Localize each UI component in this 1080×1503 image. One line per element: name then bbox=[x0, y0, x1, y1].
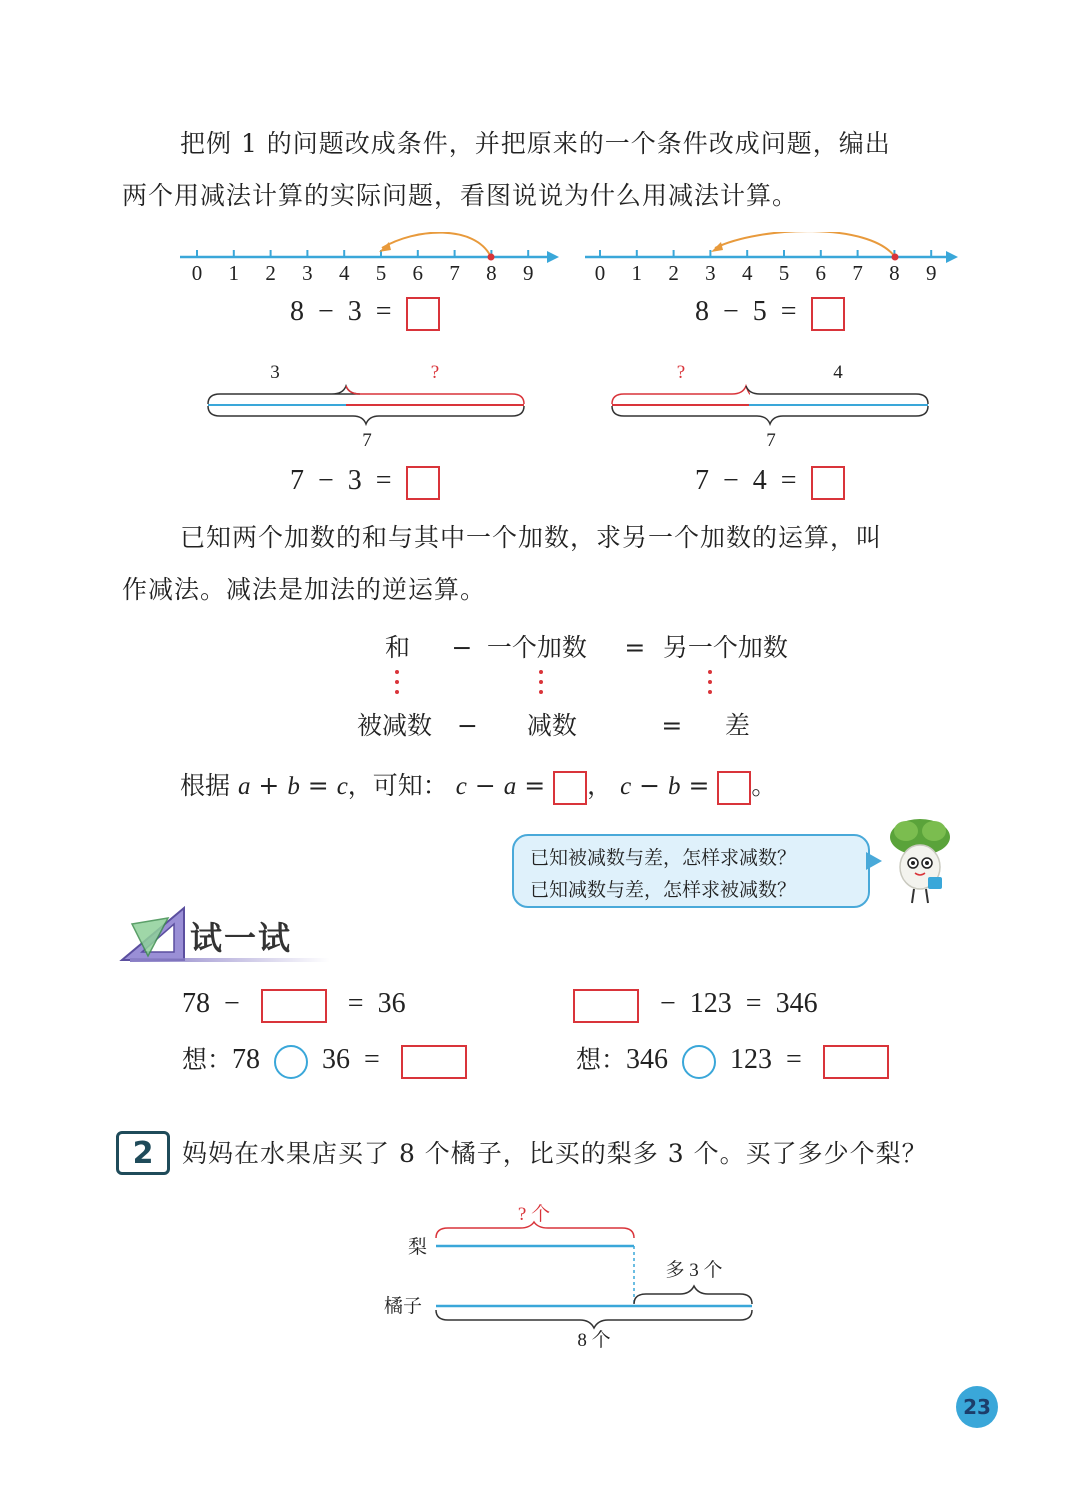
try-section-title: 试一试 bbox=[190, 919, 293, 957]
tick-label: 3 bbox=[302, 261, 313, 285]
unknown-count-label: ? 个 bbox=[517, 1204, 551, 1225]
page-number-badge: 23 bbox=[956, 1386, 998, 1428]
brace-diagram-left bbox=[200, 356, 535, 456]
answer-box[interactable] bbox=[401, 1045, 467, 1079]
tick-label: 3 bbox=[705, 261, 716, 285]
tick-label: 5 bbox=[778, 261, 790, 285]
tick-label: 2 bbox=[668, 261, 679, 285]
triangle-ruler-icon bbox=[118, 904, 190, 964]
bubble-line-1: 已知被减数与差，怎样求减数？ bbox=[530, 847, 797, 869]
part-label: 3 bbox=[270, 362, 280, 383]
pear-label: 梨 bbox=[408, 1237, 428, 1258]
question-number-badge: 2 bbox=[116, 1131, 170, 1175]
try-equation-right: − 123 = 346 bbox=[573, 988, 818, 1023]
section-underline bbox=[130, 958, 330, 962]
part-label: 4 bbox=[833, 362, 843, 383]
tick-label: 0 bbox=[594, 261, 606, 285]
answer-box[interactable] bbox=[406, 466, 440, 500]
definition-line-1: 已知两个加数的和与其中一个加数，求另一个加数的运算，叫 bbox=[180, 523, 883, 552]
deduce-line: 根据 a + b = c，可知： c − a = ， c − b = 。 bbox=[180, 766, 776, 805]
equation-top-left: 8 − 3 = bbox=[290, 296, 440, 331]
formula-dots bbox=[380, 668, 740, 698]
comparison-diagram bbox=[380, 1198, 780, 1358]
equation-top-right: 8 − 5 = bbox=[695, 296, 845, 331]
tick-label: 6 bbox=[815, 261, 827, 285]
try-think-right: 想：346 123 = bbox=[576, 1040, 889, 1079]
answer-box[interactable] bbox=[261, 989, 327, 1023]
intro-line-2: 两个用减法计算的实际问题，看图说说为什么用减法计算。 bbox=[122, 181, 799, 210]
cabbage-mascot-icon bbox=[880, 815, 960, 910]
intro-paragraph bbox=[122, 118, 960, 222]
equation-mid-right: 7 − 4 = bbox=[695, 465, 845, 500]
operator-circle[interactable] bbox=[682, 1045, 716, 1079]
equation-mid-left: 7 − 3 = bbox=[290, 465, 440, 500]
formula-row-2: 被减数 − 减数 = 差 bbox=[357, 711, 750, 740]
number-line-right bbox=[580, 232, 970, 294]
answer-box[interactable] bbox=[823, 1045, 889, 1079]
total-label: 7 bbox=[362, 430, 372, 451]
answer-box[interactable] bbox=[811, 466, 845, 500]
tick-label: 4 bbox=[338, 261, 350, 285]
tick-label: 9 bbox=[925, 261, 937, 285]
operator-circle[interactable] bbox=[274, 1045, 308, 1079]
definition-line-2: 作减法。减法是加法的逆运算。 bbox=[122, 575, 487, 604]
total-label: 7 bbox=[766, 430, 776, 451]
tick-label: 7 bbox=[449, 261, 460, 285]
tick-label: 5 bbox=[375, 261, 387, 285]
tick-label: 8 bbox=[889, 261, 900, 285]
try-equation-left: 78 − = 36 bbox=[182, 988, 406, 1023]
tick-label: 7 bbox=[852, 261, 863, 285]
intro-line-1: 把例 1 的问题改成条件，并把原来的一个条件改成问题，编出 bbox=[180, 129, 891, 158]
question-2-text: 妈妈在水果店买了 8 个橘子，比买的梨多 3 个。买了多少个梨？ bbox=[182, 1139, 928, 1168]
unknown-label: ? bbox=[676, 362, 686, 383]
answer-box[interactable] bbox=[573, 989, 639, 1023]
answer-box[interactable] bbox=[717, 771, 751, 805]
tick-label: 1 bbox=[228, 261, 240, 285]
orange-label: 橘子 bbox=[384, 1296, 423, 1317]
tick-label: 8 bbox=[486, 261, 497, 285]
tick-label: 1 bbox=[631, 261, 643, 285]
tick-label: 9 bbox=[522, 261, 534, 285]
tick-label: 6 bbox=[412, 261, 424, 285]
total-count-label: 8 个 bbox=[577, 1330, 611, 1351]
hint-bubble bbox=[512, 834, 870, 908]
formula-row-1: 和 − 一个加数 = 另一个加数 bbox=[385, 633, 788, 662]
definition-paragraph bbox=[122, 512, 960, 616]
tick-label: 4 bbox=[741, 261, 753, 285]
more-label: 多 3 个 bbox=[665, 1260, 723, 1281]
tick-label: 2 bbox=[265, 261, 276, 285]
answer-box[interactable] bbox=[406, 297, 440, 331]
try-think-left: 想：78 36 = bbox=[182, 1040, 467, 1079]
answer-box[interactable] bbox=[811, 297, 845, 331]
brace-diagram-right bbox=[604, 356, 939, 456]
number-line-left bbox=[175, 232, 565, 294]
tick-label: 0 bbox=[191, 261, 203, 285]
bubble-line-2: 已知减数与差，怎样求被减数？ bbox=[530, 879, 797, 901]
answer-box[interactable] bbox=[553, 771, 587, 805]
unknown-label: ? bbox=[430, 362, 440, 383]
